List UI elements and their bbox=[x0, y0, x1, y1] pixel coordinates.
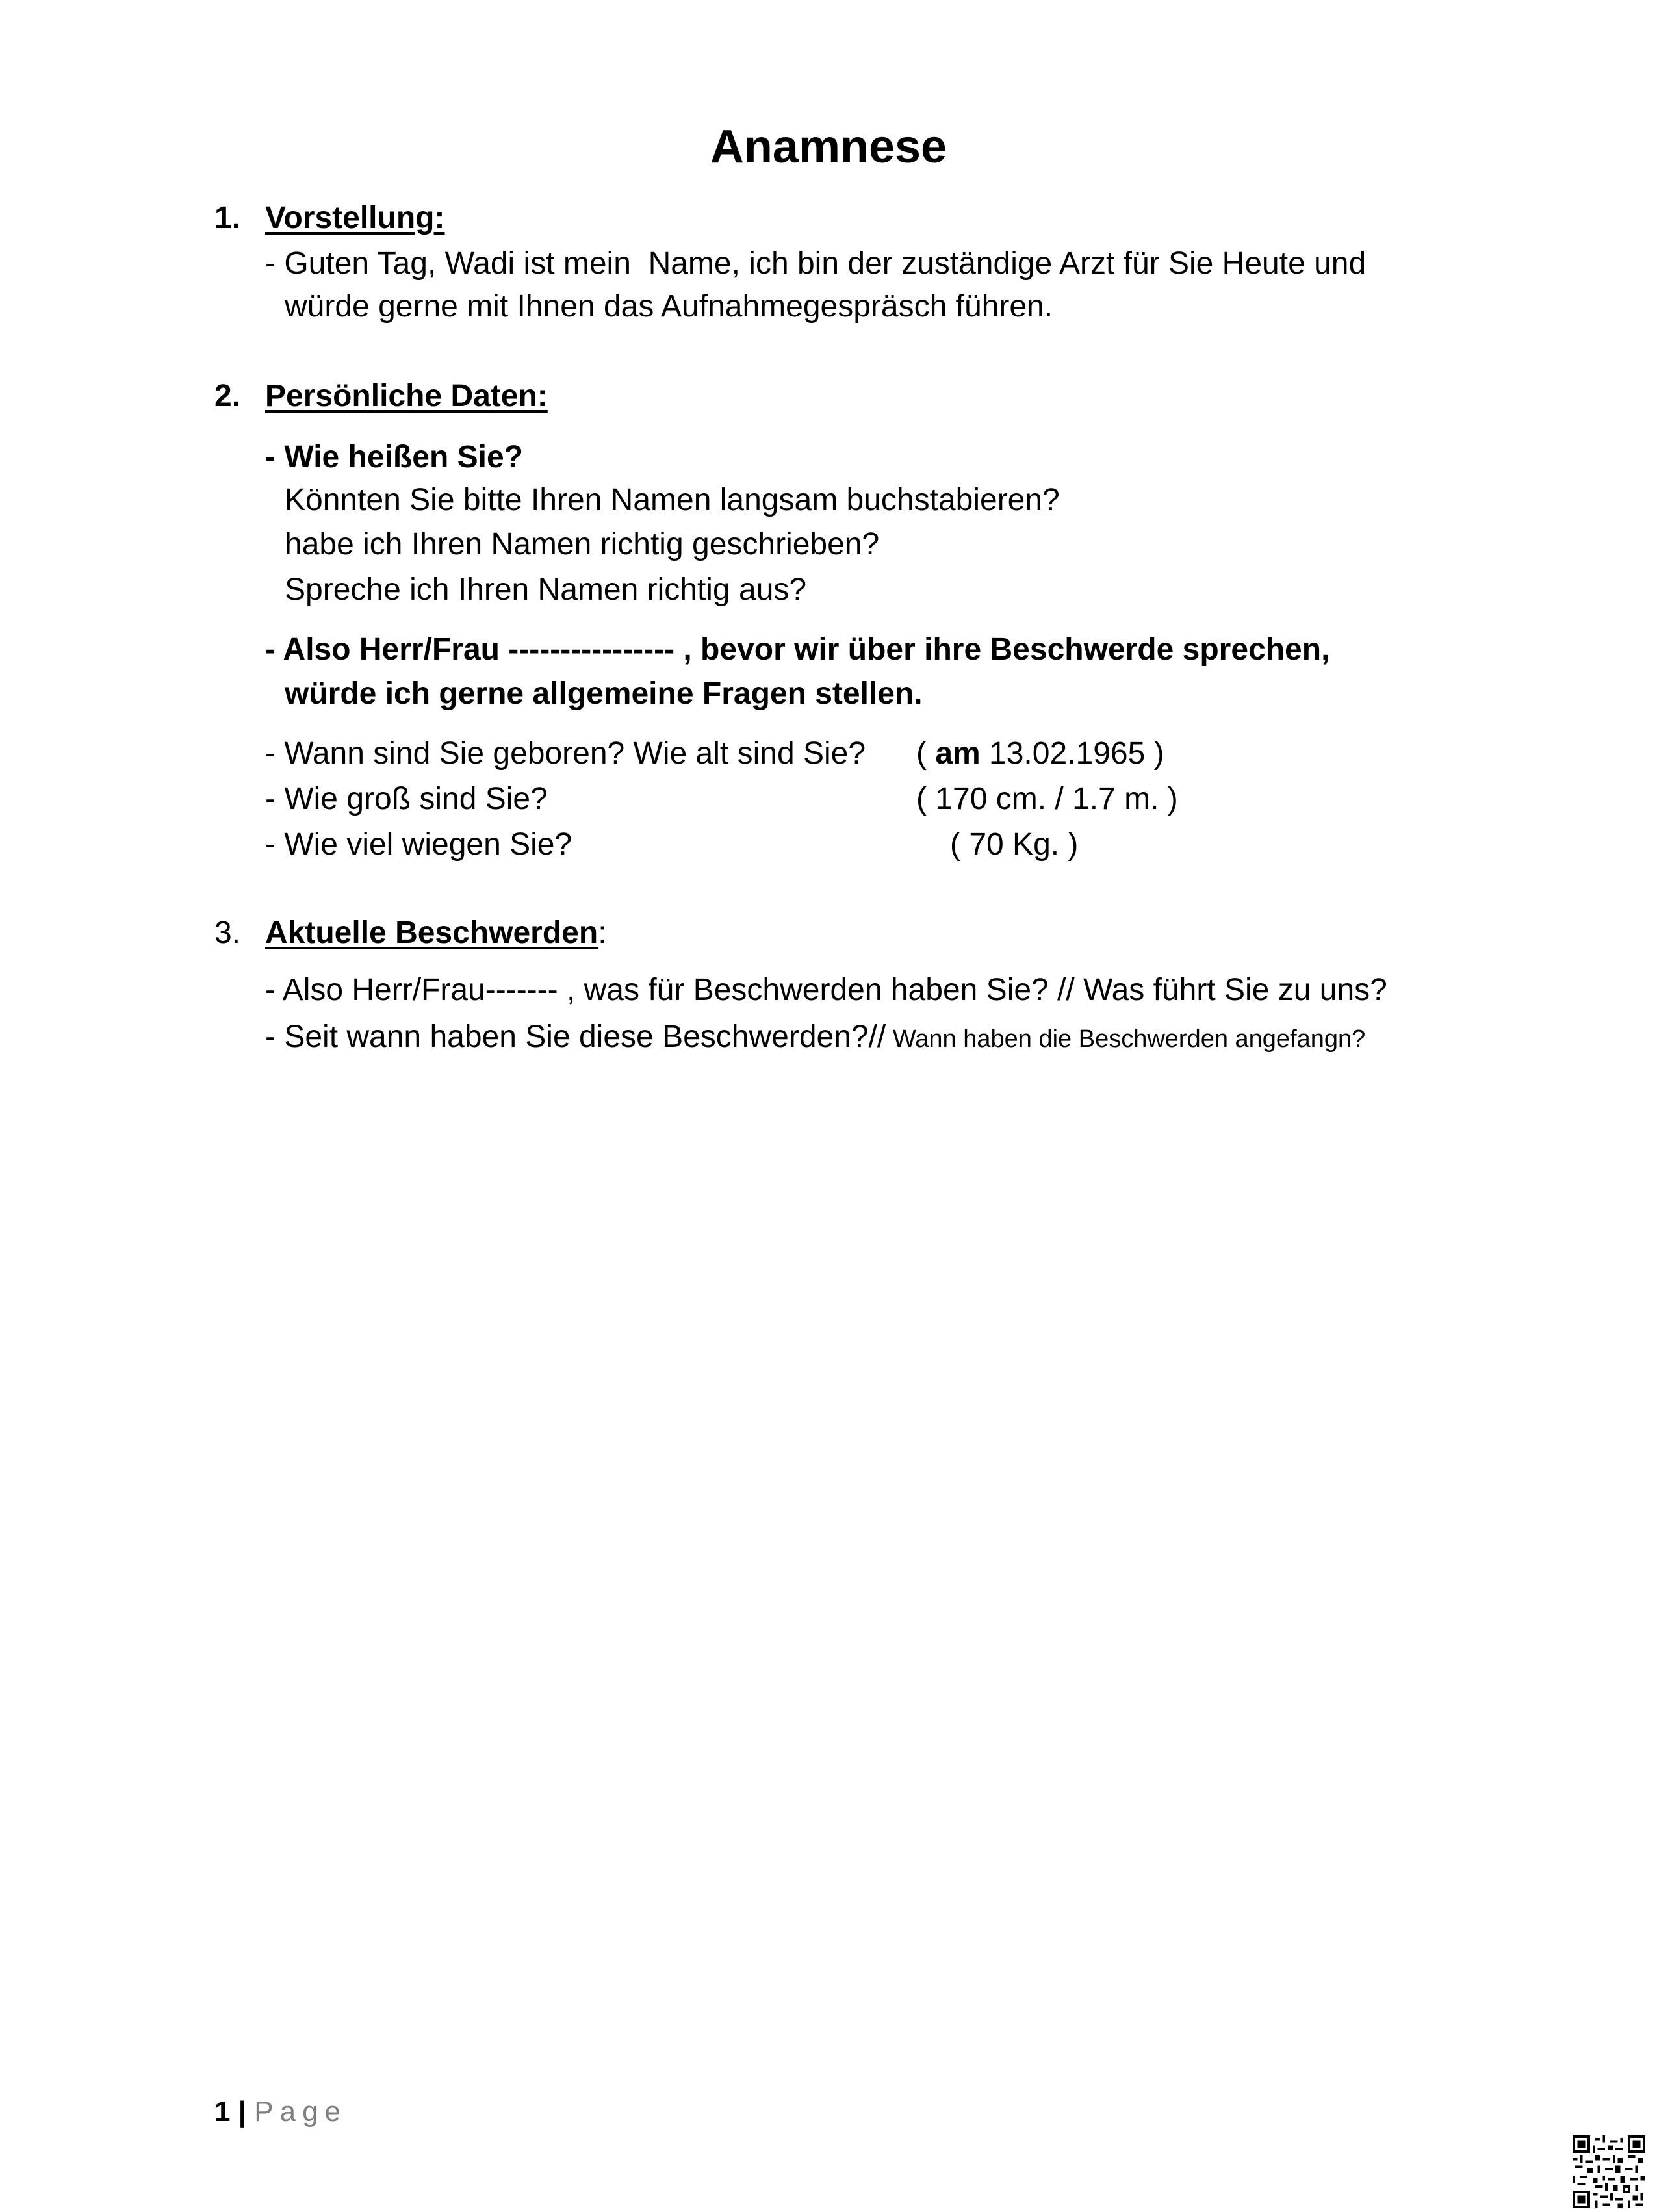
answer-weight: ( 70 Kg. ) bbox=[950, 827, 1079, 862]
complaint-line-1: - Also Herr/Frau------- , was für Beschwerden haben Sie? // Was führt Sie zu uns? bbox=[265, 973, 1387, 1007]
name-followup-3: Spreche ich Ihren Namen richtig aus? bbox=[285, 572, 807, 607]
section-2-heading: Persönliche Daten: bbox=[265, 379, 548, 413]
qr-code-icon bbox=[1573, 2135, 1645, 2208]
intro-line-1: - Also Herr/Frau ---------------- , bevor wir über ihre Beschwerde sprechen, bbox=[265, 632, 1330, 667]
section-1-number: 1. bbox=[214, 201, 241, 235]
page-label: Page bbox=[254, 2096, 348, 2128]
name-followup-2: habe ich Ihren Namen richtig geschrieben? bbox=[285, 527, 880, 561]
document-title: Anamnese bbox=[710, 121, 947, 173]
name-question: - Wie heißen Sie? bbox=[265, 440, 523, 474]
section-3-number: 3. bbox=[214, 916, 241, 950]
page-number: 1 bbox=[214, 2096, 231, 2128]
section-1-heading: Vorstellung: bbox=[265, 201, 445, 235]
page-footer: 1 | Page bbox=[214, 2096, 348, 2128]
question-birth: - Wann sind Sie geboren? Wie alt sind Sie? bbox=[265, 736, 866, 771]
question-weight: - Wie viel wiegen Sie? bbox=[265, 827, 572, 862]
section-1-line-1: - Guten Tag, Wadi ist mein Name, ich bin der zuständige Arzt für Sie Heute und bbox=[265, 246, 1367, 281]
answer-height: ( 170 cm. / 1.7 m. ) bbox=[916, 782, 1178, 816]
section-1-line-2: würde gerne mit Ihnen das Aufnahmegespräsch führen. bbox=[285, 289, 1053, 324]
section-2-number: 2. bbox=[214, 379, 241, 413]
answer-birth: ( am 13.02.1965 ) bbox=[916, 736, 1164, 771]
section-3-heading: Aktuelle Beschwerden: bbox=[265, 916, 607, 950]
question-height: - Wie groß sind Sie? bbox=[265, 782, 548, 816]
complaint-line-2: - Seit wann haben Sie diese Beschwerden?// Wann haben die Beschwerden angefangn? bbox=[265, 1020, 1366, 1054]
name-followup-1: Könnten Sie bitte Ihren Namen langsam buchstabieren? bbox=[285, 483, 1060, 517]
intro-line-2: würde ich gerne allgemeine Fragen stellen. bbox=[285, 676, 923, 711]
